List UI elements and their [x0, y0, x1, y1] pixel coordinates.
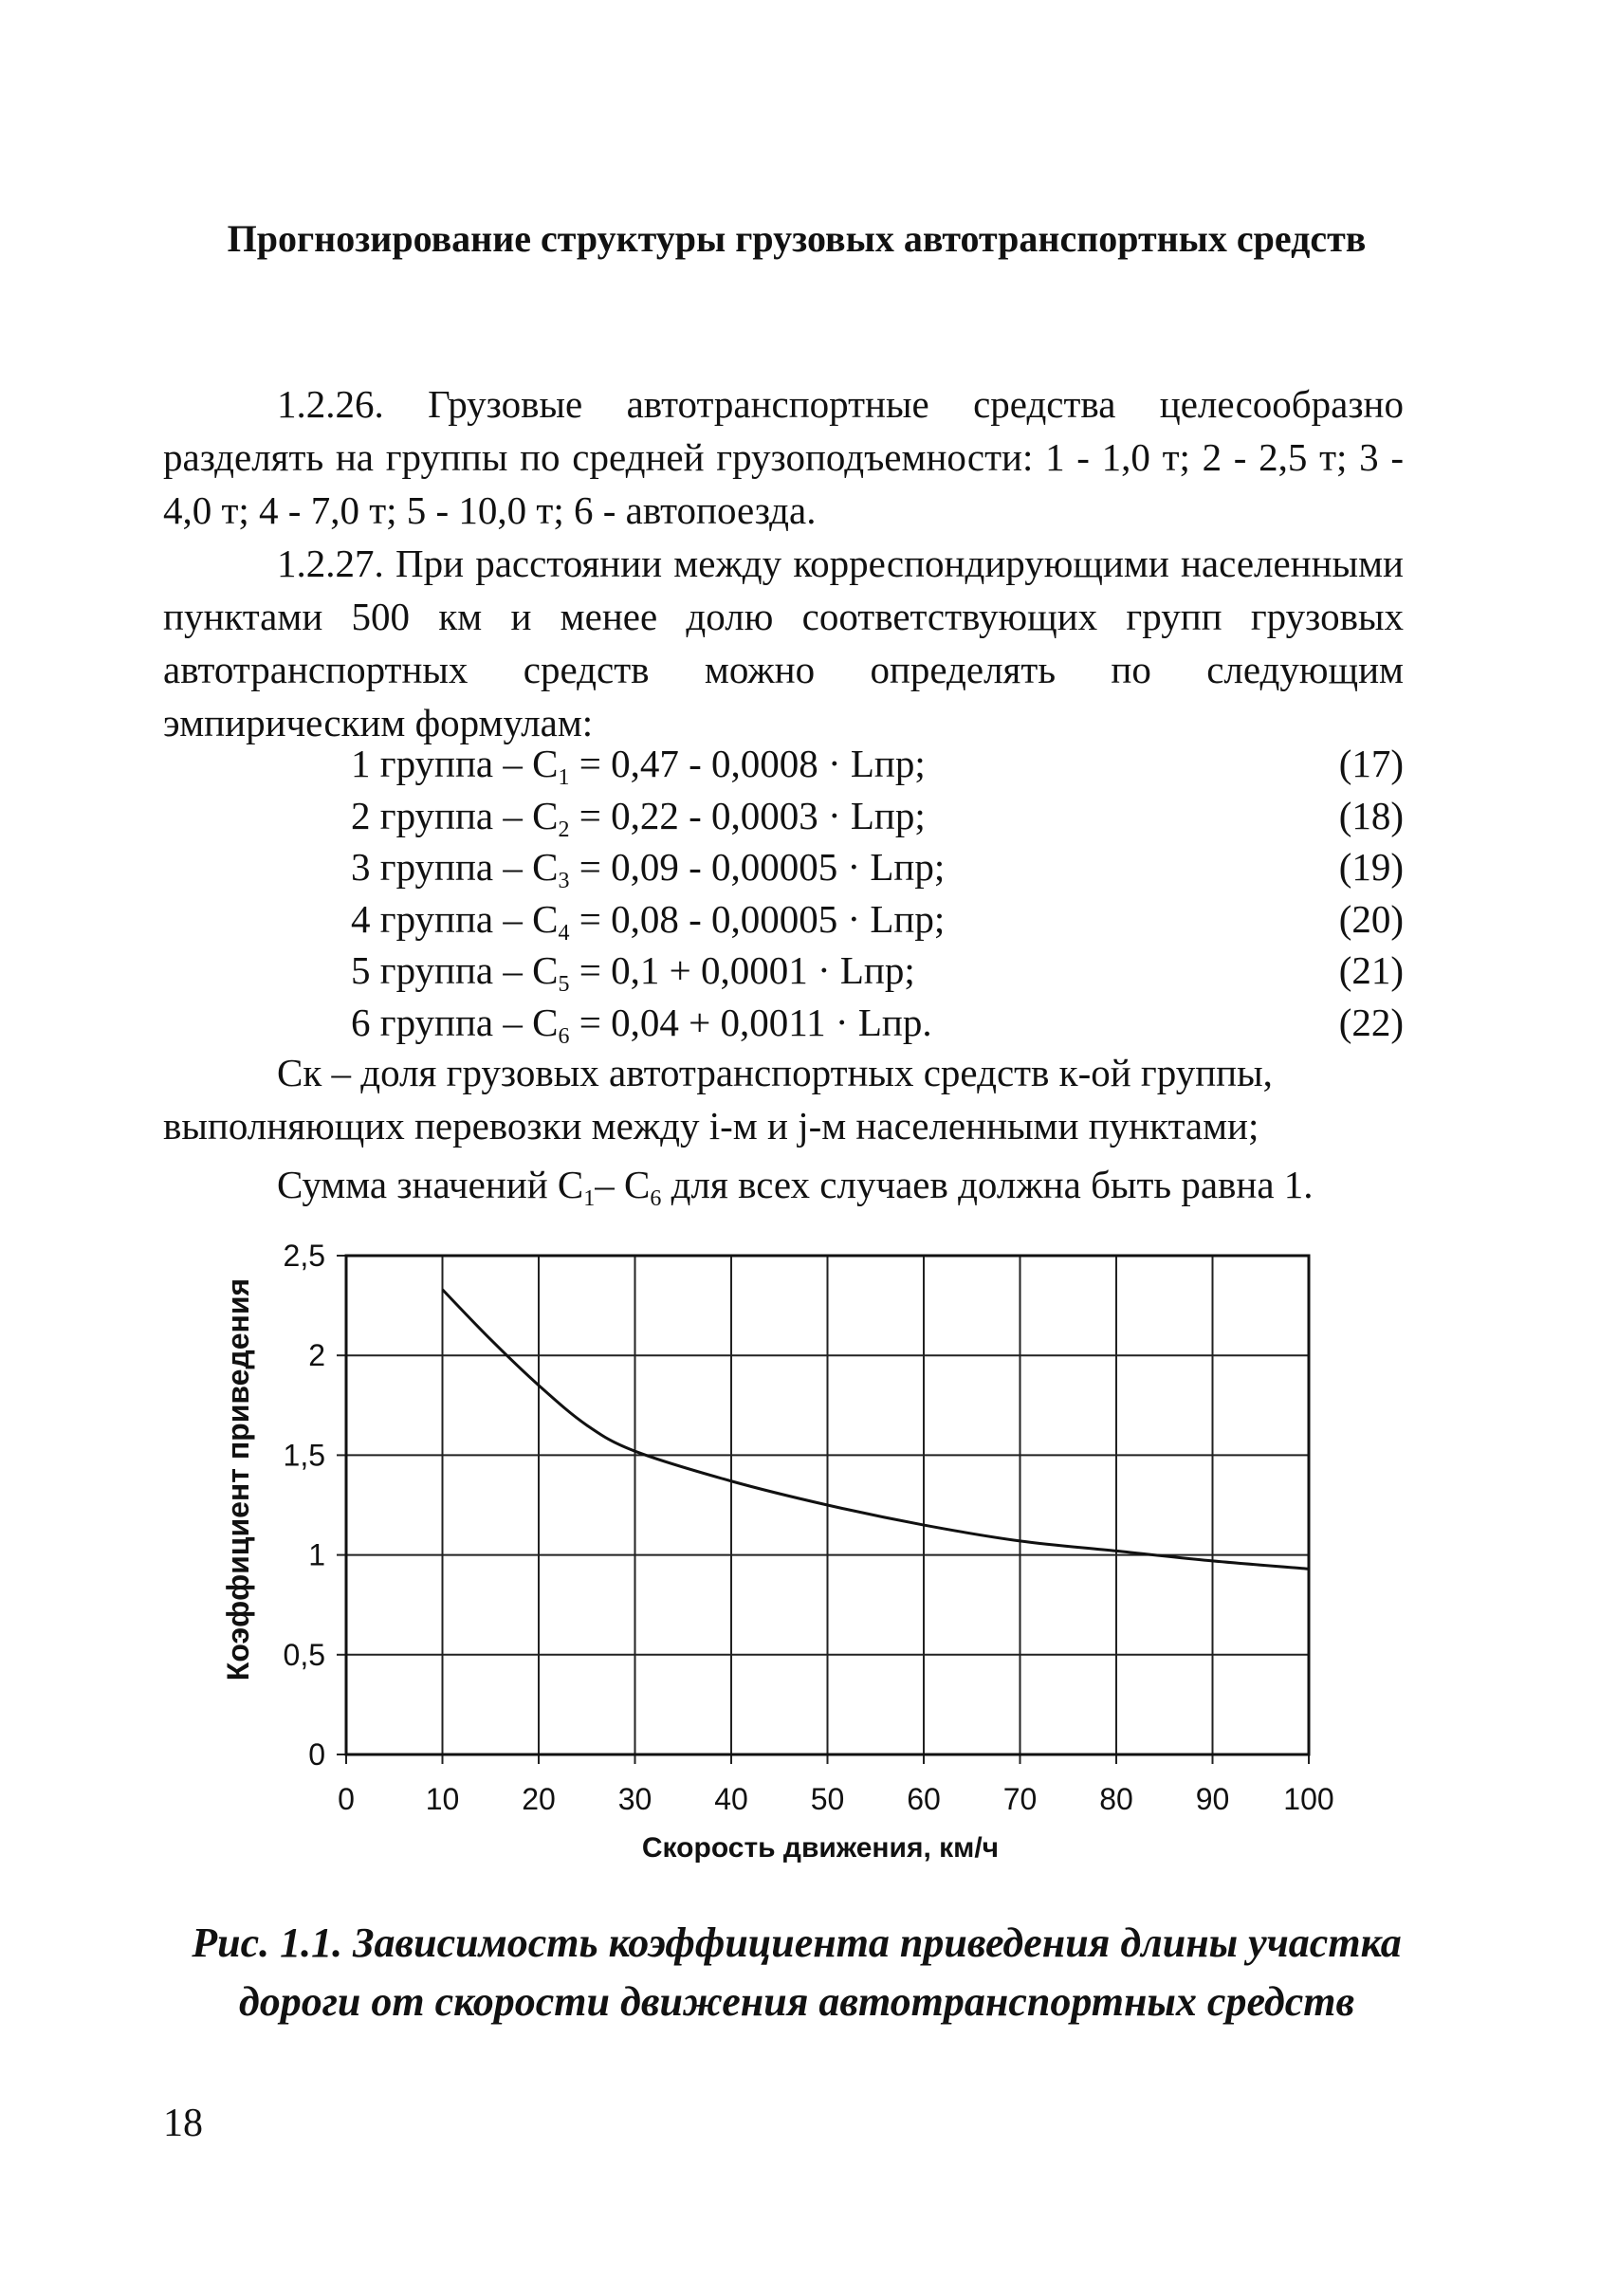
formula-row: [351, 945, 1404, 997]
axis-layer: [284, 1239, 1334, 1816]
formula-text: [351, 893, 945, 946]
formula-number: (18): [1338, 793, 1404, 837]
formula-row: [351, 738, 1404, 790]
formula-group: 1 группа – C: [351, 742, 559, 785]
sum-text-a: Сумма значений C: [277, 1163, 584, 1206]
definitions: [163, 1046, 1404, 1211]
formula-expression: = 0,47 - 0,0008 · Lпр;: [569, 742, 926, 785]
x-tick-label: 60: [907, 1782, 941, 1816]
formula-number: (20): [1338, 896, 1404, 941]
x-tick-label: 100: [1283, 1782, 1334, 1816]
formula-text: [351, 738, 926, 790]
series-layer: [442, 1290, 1309, 1570]
y-tick-label: 0: [308, 1737, 325, 1772]
page-number: 18: [163, 2102, 203, 2145]
x-tick-label: 30: [617, 1782, 652, 1816]
formula-subscript: 6: [558, 1023, 570, 1049]
formula-number: (22): [1338, 1000, 1404, 1044]
x-tick-label: 40: [714, 1782, 748, 1816]
formula-text: [351, 841, 945, 893]
y-tick-label: 1,5: [283, 1438, 325, 1473]
x-tick-label: 20: [522, 1782, 556, 1816]
formula-group: 2 группа – C: [351, 793, 559, 837]
sum-text-b: – C: [595, 1163, 651, 1206]
x-tick-label: 10: [425, 1782, 460, 1816]
ck-definition: Ск – доля грузовых автотранспортных средств к-ой группы, выполняющих перевозки между i-м и j-м населенными пунктами;: [163, 1051, 1273, 1148]
sum-subscript-2: 6: [650, 1186, 662, 1211]
formula-number: (17): [1338, 742, 1404, 785]
figure-caption: Рис. 1.1. Зависимость коэффициента приведения длины участка дороги от скорости движения автотранспортных средств: [192, 1919, 1402, 2025]
formula-subscript: 3: [558, 869, 570, 893]
formula-subscript: 4: [558, 920, 570, 946]
formula-number: (21): [1338, 948, 1404, 992]
x-axis-label: Скорость движения, км/ч: [641, 1832, 1000, 1864]
x-tick-label: 0: [338, 1782, 355, 1816]
y-tick-label: 2: [308, 1338, 325, 1373]
sum-subscript-1: 1: [583, 1186, 596, 1211]
x-tick-label: 90: [1195, 1782, 1230, 1816]
formula-subscript: 5: [558, 972, 570, 997]
formula-row: [351, 841, 1404, 893]
section-heading: Прогнозирование структуры грузовых автотранспортных средств: [227, 217, 1367, 260]
paragraph-1-2-26: 1.2.26. Грузовые автотранспортные средства целесообразно разделять на группы по средней грузоподъемности: 1 - 1,0 т; 2 - 2,5 т; 3 - 4,0 т; 4 - 7,0 т; 5 - 10,0 т; 6 - автопоезда.: [163, 382, 1404, 532]
y-tick-label: 0,5: [283, 1637, 325, 1672]
formula-subscript: 2: [558, 817, 570, 842]
formula-group: 6 группа – C: [351, 1000, 559, 1044]
x-tick-label: 80: [1099, 1782, 1133, 1816]
formula-row: [351, 997, 1404, 1049]
formula-group: 4 группа – C: [351, 896, 559, 941]
paragraph-1-2-27: 1.2.27. При расстоянии между корреспондирующими населенными пунктами 500 км и менее долю соответствующих групп грузовых автотранспортных средств можно определять по следующим эмпирическим формулам:: [163, 542, 1404, 744]
formula-group: 3 группа – C: [351, 845, 559, 889]
formula-number: (19): [1338, 845, 1404, 889]
reduction-coefficient-chart: [190, 1223, 1385, 1887]
formula-row: [351, 790, 1404, 842]
formula-text: [351, 945, 915, 997]
sum-text-c: для всех случаев должна быть равна 1.: [661, 1163, 1314, 1206]
formula-subscript: 1: [558, 765, 570, 790]
formula-row: [351, 893, 1404, 946]
formula-expression: = 0,1 + 0,0001 · Lпр;: [569, 948, 915, 992]
formula-text: [351, 997, 932, 1049]
formula-expression: = 0,04 + 0,0011 · Lпр.: [569, 1000, 932, 1044]
formula-expression: = 0,09 - 0,00005 · Lпр;: [569, 845, 946, 889]
x-tick-label: 70: [1002, 1782, 1038, 1816]
series-line: [443, 1290, 1310, 1570]
formula-expression: = 0,22 - 0,0003 · Lпр;: [569, 793, 926, 837]
formula-text: [351, 790, 926, 842]
y-tick-label: 1: [308, 1537, 325, 1572]
formula-expression: = 0,08 - 0,00005 · Lпр;: [569, 896, 946, 941]
y-axis-label: Коэффициент приведения: [221, 1277, 255, 1681]
y-tick-label: 2,5: [283, 1239, 325, 1273]
x-tick-label: 50: [810, 1782, 845, 1816]
formula-list: [351, 738, 1404, 1048]
sum-condition: [163, 1158, 1404, 1211]
formula-group: 5 группа – C: [351, 948, 559, 992]
